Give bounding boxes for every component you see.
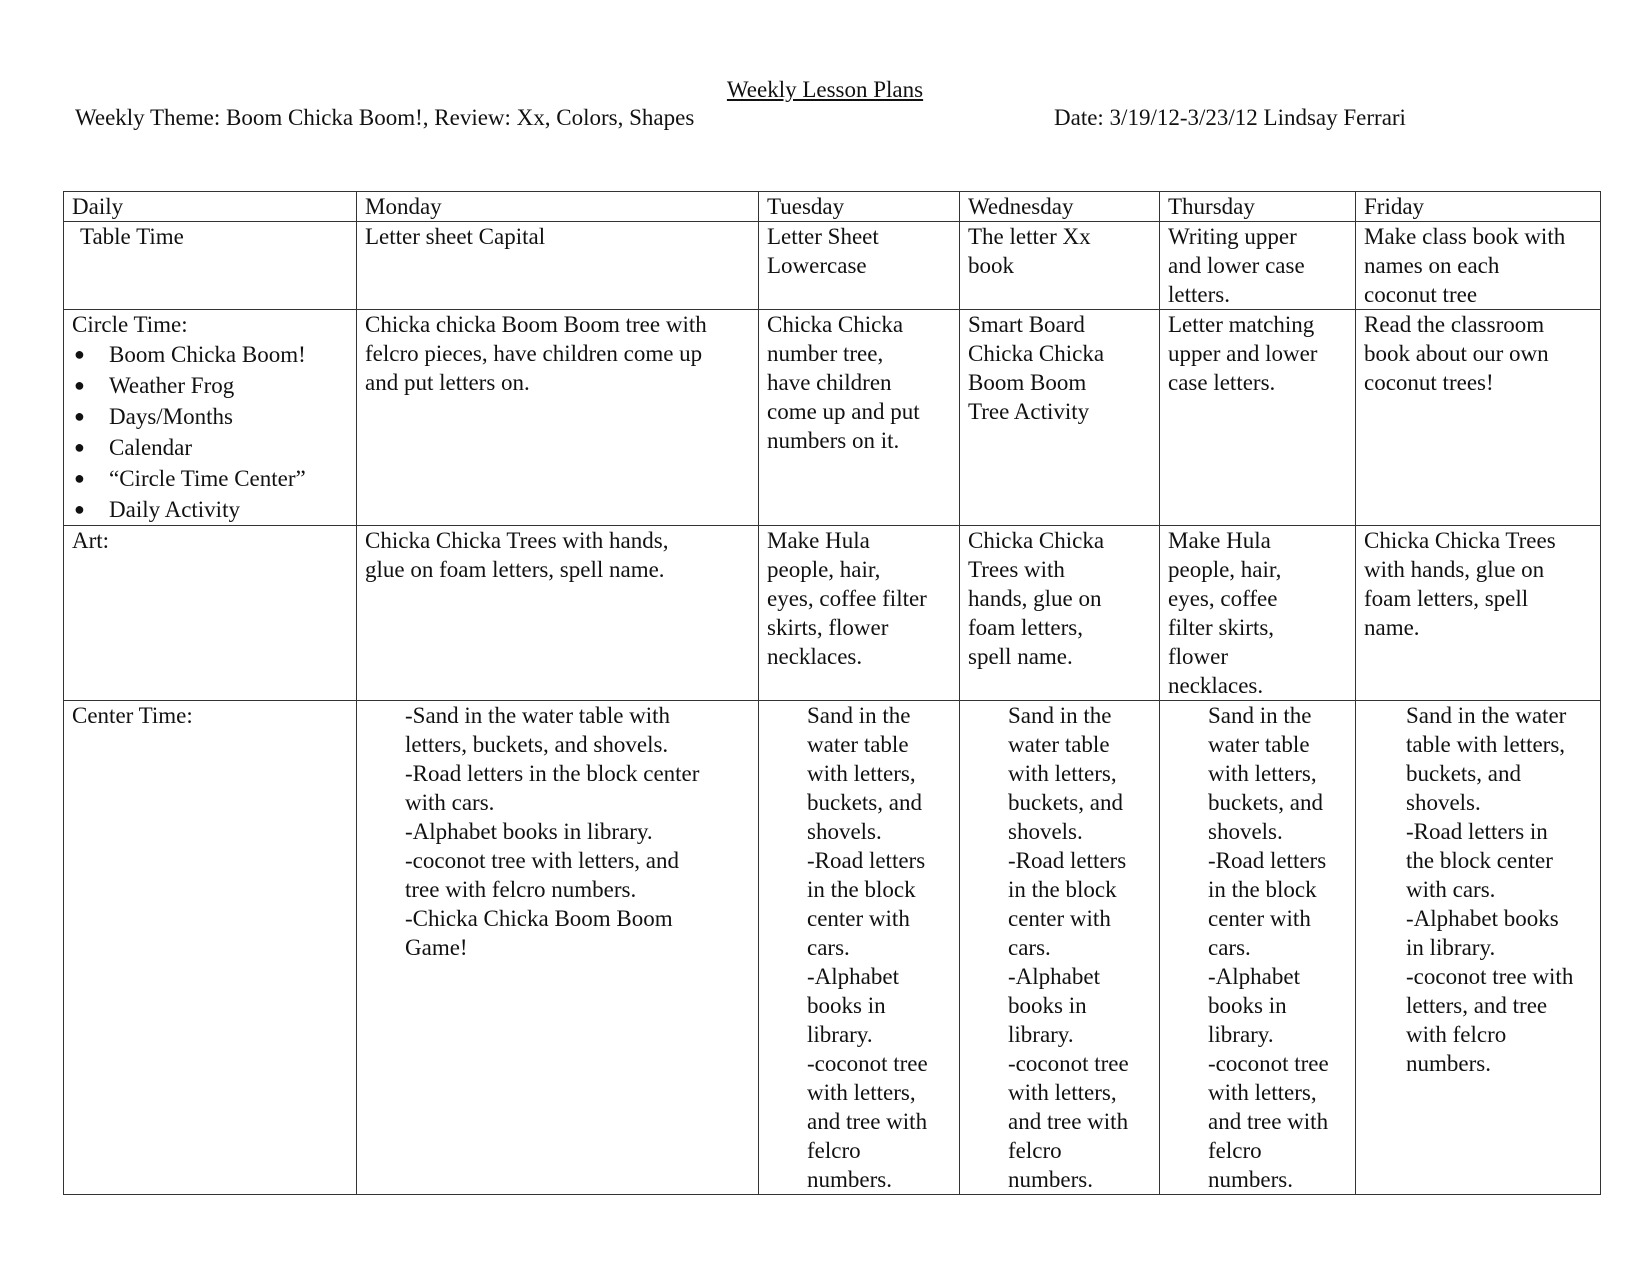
circle-time-wednesday: [960, 310, 1160, 526]
table-time-monday: [357, 222, 759, 310]
art-label: [64, 526, 357, 701]
bullet-icon: ●: [74, 468, 85, 488]
circle-time-row: [64, 310, 1601, 526]
center-time-tuesday: [759, 701, 960, 1195]
circle-item-text: Days/Months: [109, 404, 233, 429]
art-wednesday: [960, 526, 1160, 701]
art-monday: [357, 526, 759, 701]
table-time-wednesday-text: The letter Xx book: [968, 224, 1091, 278]
art-friday: [1356, 526, 1601, 701]
bullet-icon: ●: [74, 437, 85, 457]
bullet-icon: ●: [74, 406, 85, 426]
circle-time-label: [64, 310, 357, 526]
table-time-friday-text: Make class book with names on each coconut tree: [1364, 224, 1566, 307]
circle-item-text: Daily Activity: [109, 497, 240, 522]
art-wednesday-text: Chicka Chicka Trees with hands, glue on foam letters, spell name.: [968, 528, 1105, 669]
center-time-row: [64, 701, 1601, 1195]
art-thursday: [1160, 526, 1356, 701]
list-item: [72, 463, 348, 494]
center-time-monday: [357, 701, 759, 1195]
table-time-label: [64, 222, 357, 310]
list-item: [72, 401, 348, 432]
circle-time-friday-text: Read the classroom book about our own coconut trees!: [1364, 312, 1549, 395]
lesson-plan-table: [63, 191, 1601, 1195]
circle-time-label-text: Circle Time:: [72, 312, 188, 337]
art-tuesday-text: Make Hula people, hair, eyes, coffee filter skirts, flower necklaces.: [767, 528, 927, 669]
center-time-thursday-text: Sand in the water table with letters, buckets, and shovels. -Road letters in the block center with cars. -Alphabet books in library. -coconot tree with letters, and tree with felcro numbers.: [1208, 703, 1329, 1192]
circle-time-monday-text: Chicka chicka Boom Boom tree with felcro pieces, have children come up and put letters on.: [365, 312, 707, 395]
center-time-label-text: Center Time:: [72, 703, 193, 728]
col-header-tuesday: Tuesday: [759, 192, 960, 222]
circle-item-text: “Circle Time Center”: [109, 466, 306, 491]
col-header-wednesday: Wednesday: [960, 192, 1160, 222]
col-header-monday: Monday: [357, 192, 759, 222]
table-time-wednesday: [960, 222, 1160, 310]
center-time-monday-text: -Sand in the water table with letters, buckets, and shovels. -Road letters in the block center with cars. -Alphabet books in library. -coconot tree with letters, and tree with felcro numbers. -Chicka Chicka Boom Boom Game!: [405, 703, 700, 960]
list-item: [72, 339, 348, 370]
circle-time-tuesday: [759, 310, 960, 526]
date-and-teacher: Date: 3/19/12-3/23/12 Lindsay Ferrari: [1054, 105, 1406, 130]
table-time-friday: [1356, 222, 1601, 310]
table-time-tuesday-text: Letter Sheet Lowercase: [767, 224, 879, 278]
table-time-thursday: [1160, 222, 1356, 310]
circle-time-wednesday-text: Smart Board Chicka Chicka Boom Boom Tree Activity: [968, 312, 1105, 424]
table-time-thursday-text: Writing upper and lower case letters.: [1168, 224, 1305, 307]
center-time-tuesday-text: Sand in the water table with letters, buckets, and shovels. -Road letters in the block center with cars. -Alphabet books in library. -coconot tree with letters, and tree with felcro numbers.: [807, 703, 928, 1192]
table-time-label-text: Table Time: [80, 224, 184, 249]
center-time-label: [64, 701, 357, 1195]
center-time-friday: [1356, 701, 1601, 1195]
center-time-friday-text: Sand in the water table with letters, buckets, and shovels. -Road letters in the block center with cars. -Alphabet books in library. -coconot tree with letters, and tree with felcro numbers.: [1406, 703, 1574, 1076]
bullet-icon: ●: [74, 375, 85, 395]
bullet-icon: ●: [74, 499, 85, 519]
list-item: [72, 494, 348, 525]
circle-time-friday: [1356, 310, 1601, 526]
art-monday-text: Chicka Chicka Trees with hands, glue on foam letters, spell name.: [365, 528, 669, 582]
art-row: [64, 526, 1601, 701]
center-time-thursday: [1160, 701, 1356, 1195]
circle-item-text: Calendar: [109, 435, 193, 460]
col-header-daily: Daily: [64, 192, 357, 222]
circle-item-text: Boom Chicka Boom!: [109, 342, 306, 367]
col-header-friday: Friday: [1356, 192, 1601, 222]
art-thursday-text: Make Hula people, hair, eyes, coffee filter skirts, flower necklaces.: [1168, 528, 1282, 698]
document-title: [0, 76, 1650, 104]
circle-time-list: [72, 339, 348, 525]
table-time-row: [64, 222, 1601, 310]
art-tuesday: [759, 526, 960, 701]
circle-item-text: Weather Frog: [109, 373, 235, 398]
header-row: [64, 192, 1601, 222]
col-header-thursday: Thursday: [1160, 192, 1356, 222]
art-friday-text: Chicka Chicka Trees with hands, glue on foam letters, spell name.: [1364, 528, 1556, 640]
bullet-icon: ●: [74, 344, 85, 364]
center-time-wednesday: [960, 701, 1160, 1195]
weekly-theme: Weekly Theme: Boom Chicka Boom!, Review: Xx, Colors, Shapes: [75, 105, 695, 130]
table-time-monday-text: Letter sheet Capital: [365, 224, 546, 249]
document-title-text: Weekly Lesson Plans: [726, 77, 924, 102]
center-time-wednesday-text: Sand in the water table with letters, buckets, and shovels. -Road letters in the block center with cars. -Alphabet books in library. -coconot tree with letters, and tree with felcro numbers.: [1008, 703, 1129, 1192]
list-item: [72, 432, 348, 463]
art-label-text: Art:: [72, 528, 110, 553]
circle-time-monday: [357, 310, 759, 526]
circle-time-thursday-text: Letter matching upper and lower case letters.: [1168, 312, 1318, 395]
list-item: [72, 370, 348, 401]
circle-time-thursday: [1160, 310, 1356, 526]
circle-time-tuesday-text: Chicka Chicka number tree, have children come up and put numbers on it.: [767, 312, 920, 453]
table-time-tuesday: [759, 222, 960, 310]
